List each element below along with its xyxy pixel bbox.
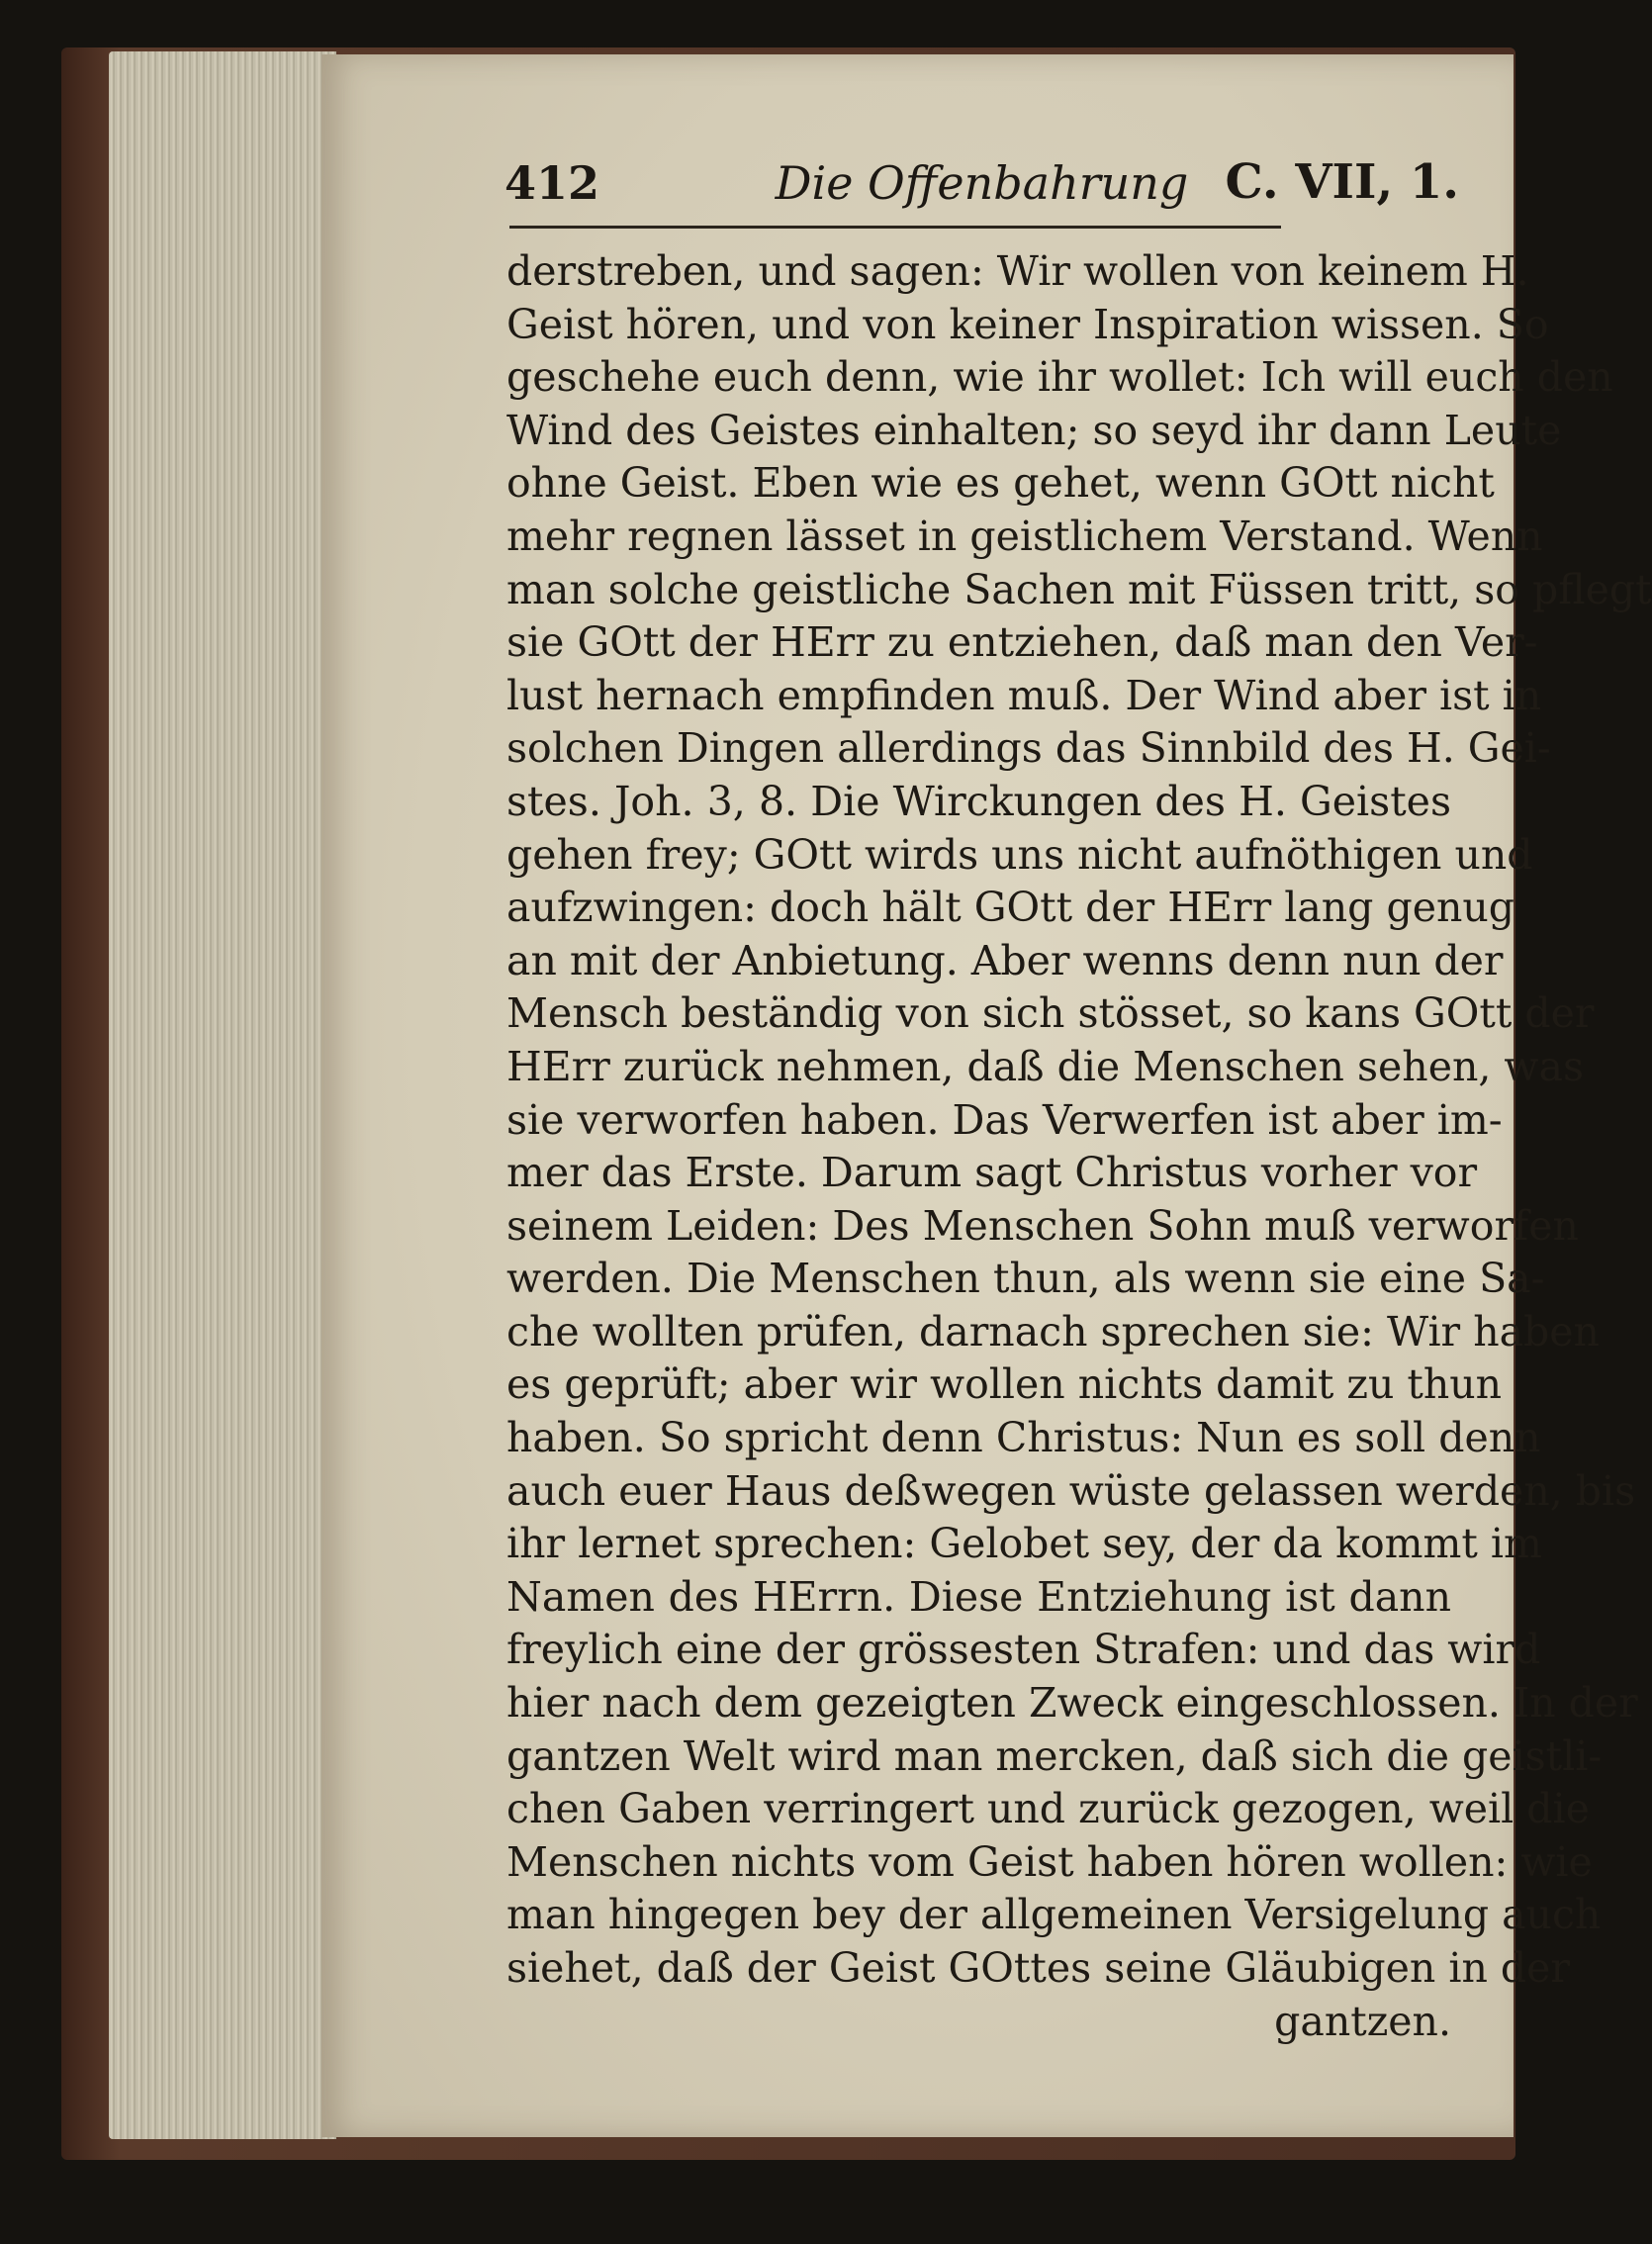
text-line: Geist hören, und von keiner Inspiration wissen. So [506, 300, 1549, 348]
text-line: chen Gaben verringert und zurück gezogen, weil die [506, 1785, 1590, 1833]
text-line: hier nach dem gezeigten Zweck eingeschlossen. In der [506, 1679, 1638, 1728]
text-line: mer das Erste. Darum sagt Christus vorher vor [506, 1149, 1478, 1197]
chapter-reference: C. VII, 1. [1225, 154, 1459, 210]
text-line: gantzen. [1274, 1997, 1451, 2045]
page-edges [109, 51, 336, 2139]
text-line: mehr regnen lässet in geistlichem Verstand. Wenn [506, 512, 1543, 560]
header-rule [509, 226, 1281, 229]
text-line: lust hernach empfinden muß. Der Wind aber ist in [506, 671, 1542, 719]
text-line: auch euer Haus deßwegen wüste gelassen werden, bis [506, 1466, 1636, 1515]
text-line: solchen Dingen allerdings das Sinnbild des H. Gei- [506, 724, 1551, 773]
text-line: sie GOtt der HErr zu entziehen, daß man den Ver- [506, 618, 1538, 667]
text-line: Mensch beständig von sich stösset, so kans GOtt der [506, 989, 1595, 1038]
text-line: derstreben, und sagen: Wir wollen von keinem H. [506, 247, 1529, 295]
text-line: ohne Geist. Eben wie es gehet, wenn GOtt nicht [506, 459, 1495, 508]
text-line: gantzen Welt wird man mercken, daß sich die geistli- [506, 1731, 1603, 1780]
text-line: haben. So spricht denn Christus: Nun es soll denn [506, 1414, 1541, 1462]
text-line: Namen des HErrn. Diese Entziehung ist dann [506, 1572, 1451, 1621]
text-line: geschehe euch denn, wie ihr wollet: Ich will euch den [506, 353, 1613, 402]
text-line: an mit der Anbietung. Aber wenns denn nun der [506, 936, 1504, 984]
text-line: stes. Joh. 3, 8. Die Wirckungen des H. Geistes [506, 777, 1451, 825]
text-line: HErr zurück nehmen, daß die Menschen sehen, was [506, 1042, 1585, 1090]
text-line: aufzwingen: doch hält GOtt der HErr lang genug [506, 884, 1515, 932]
text-line: Wind des Geistes einhalten; so seyd ihr dann Leute [506, 406, 1562, 454]
page-header [505, 148, 1459, 218]
text-line: Menschen nichts vom Geist haben hören wollen: wie [506, 1837, 1593, 1886]
text-line: freylich eine der grössesten Strafen: und das wird [506, 1626, 1541, 1674]
text-line: siehet, daß der Geist GOttes seine Gläubigen in der [506, 1944, 1571, 1992]
text-line: werden. Die Menschen thun, als wenn sie eine Sa- [506, 1255, 1545, 1303]
text-line: seinem Leiden: Des Menschen Sohn muß verworfen [506, 1201, 1579, 1250]
text-line: man solche geistliche Sachen mit Füssen tritt, so pflegt [506, 565, 1652, 613]
body-text [506, 245, 1652, 2048]
page-number: 412 [505, 156, 600, 210]
text-line: es geprüft; aber wir wollen nichts damit zu thun [506, 1360, 1503, 1409]
running-title: Die Offenbahrung [775, 156, 1189, 210]
text-line: ihr lernet sprechen: Gelobet sey, der da kommt im [506, 1520, 1542, 1568]
text-line: sie verworfen haben. Das Verwerfen ist aber im- [506, 1095, 1503, 1144]
text-line: che wollten prüfen, darnach sprechen sie: Wir haben [506, 1307, 1600, 1356]
text-line: man hingegen bey der allgemeinen Versigelung auch [506, 1891, 1602, 1939]
text-line: gehen frey; GOtt wirds uns nicht aufnöthigen und [506, 830, 1533, 879]
